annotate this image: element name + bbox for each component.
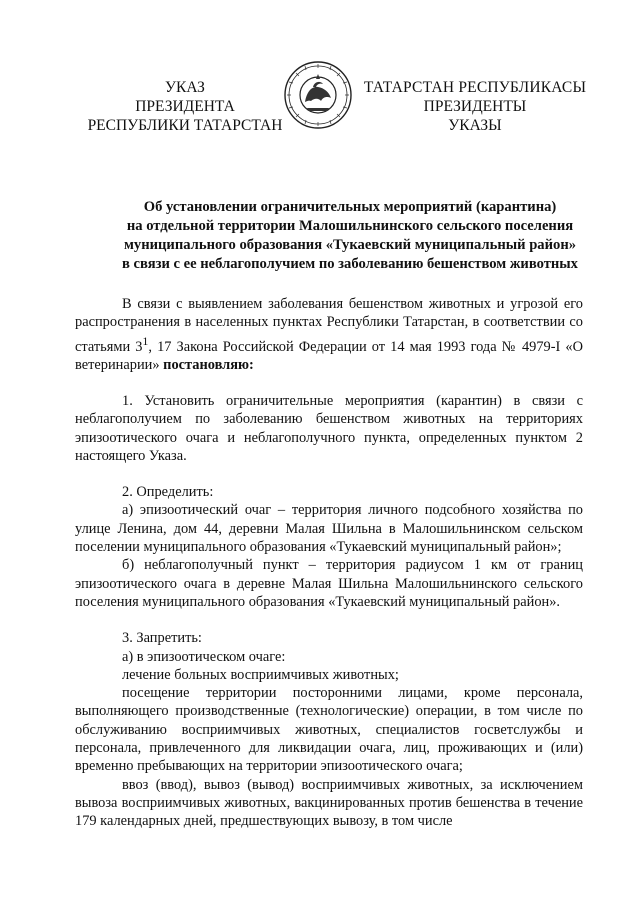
header-left-line: УКАЗ [165,79,205,96]
section-2-item-b: б) неблагополучный пункт – территория радиусом 1 км от границ эпизоотического очага в деревне Малая Шильна Малошильнинского сельского поселения муниципального образования «Тукаевский муниципальный район». [75,557,583,610]
preamble-text: В связи с выявлением заболевания бешенством животных и угрозой его распространения в населенных пунктах Республики Татарстан, в соответствии со статьями 3 [75,296,583,355]
header-left-line: ПРЕЗИДЕНТА [135,98,235,115]
preamble-text-cont: , 17 Закона Российской Федерации от 14 мая 1993 года № 4979-I «О ветеринарии» [75,338,583,373]
header-russian [70,78,300,135]
header-right-line: ПРЕЗИДЕНТЫ [423,98,527,115]
title-line: Об установлении ограничительных мероприятий (карантина) [143,199,557,215]
section-2-item-a: а) эпизоотический очаг – территория личного подсобного хозяйства по улице Ленина, дом 44, деревни Малая Шильна в Малошильнинском сельском поселении муниципального образования «Тукаевский муниципальный район»; [75,502,583,556]
coat-of-arms-emblem [283,60,353,130]
decree-body [75,295,583,831]
section-3-item-a: а) в эпизоотическом очаге: [122,648,286,665]
header-right-line: ТАТАРСТАН РЕСПУБЛИКАСЫ [363,79,587,96]
decree-title [70,198,630,274]
section-2-heading: 2. Определить: [122,484,214,501]
header-tatar [345,78,605,135]
section-1: 1. Установить ограничительные мероприятия (карантин) в связи с неблагополучием по заболеванию бешенством животных на территориях эпизоотического очага и неблагополучного пункта, определенных пунктом 2 настоящего Указа. [75,392,583,464]
section-3-heading: 3. Запретить: [122,630,202,647]
title-line: муниципального образования «Тукаевский муниципальный район» [123,237,577,253]
header-left-line: РЕСПУБЛИКИ ТАТАРСТАН [87,117,283,134]
title-line: в связи с ее неблагополучием по заболеванию бешенством животных [122,256,578,272]
preamble-paragraph [75,295,583,374]
title-line: на отдельной территории Малошильнинского сельского поселения [126,218,574,234]
prohibition-item: лечение больных восприимчивых животных; [122,666,399,683]
header-right-line: УКАЗЫ [448,117,502,134]
prohibition-item: посещение территории посторонними лицами, кроме персонала, выполняющего производственные (технологические) операции, в том числе по обслуживанию восприимчивых животных, специалистов госветслужбы и персонала, привлеченного для ликвидации очага, лиц, проживающих и (или) временно пребывающих на территории эпизоотического очага; [75,685,583,775]
resolve-word: постановляю: [163,356,254,373]
prohibition-item: ввоз (ввод), вывоз (вывод) восприимчивых животных, за исключением вывоза восприимчивых животных, вакцинированных против бешенства в течение 179 календарных дней, предшествующих вывозу, в том числе [75,776,583,830]
article-superscript: 1 [142,333,149,348]
